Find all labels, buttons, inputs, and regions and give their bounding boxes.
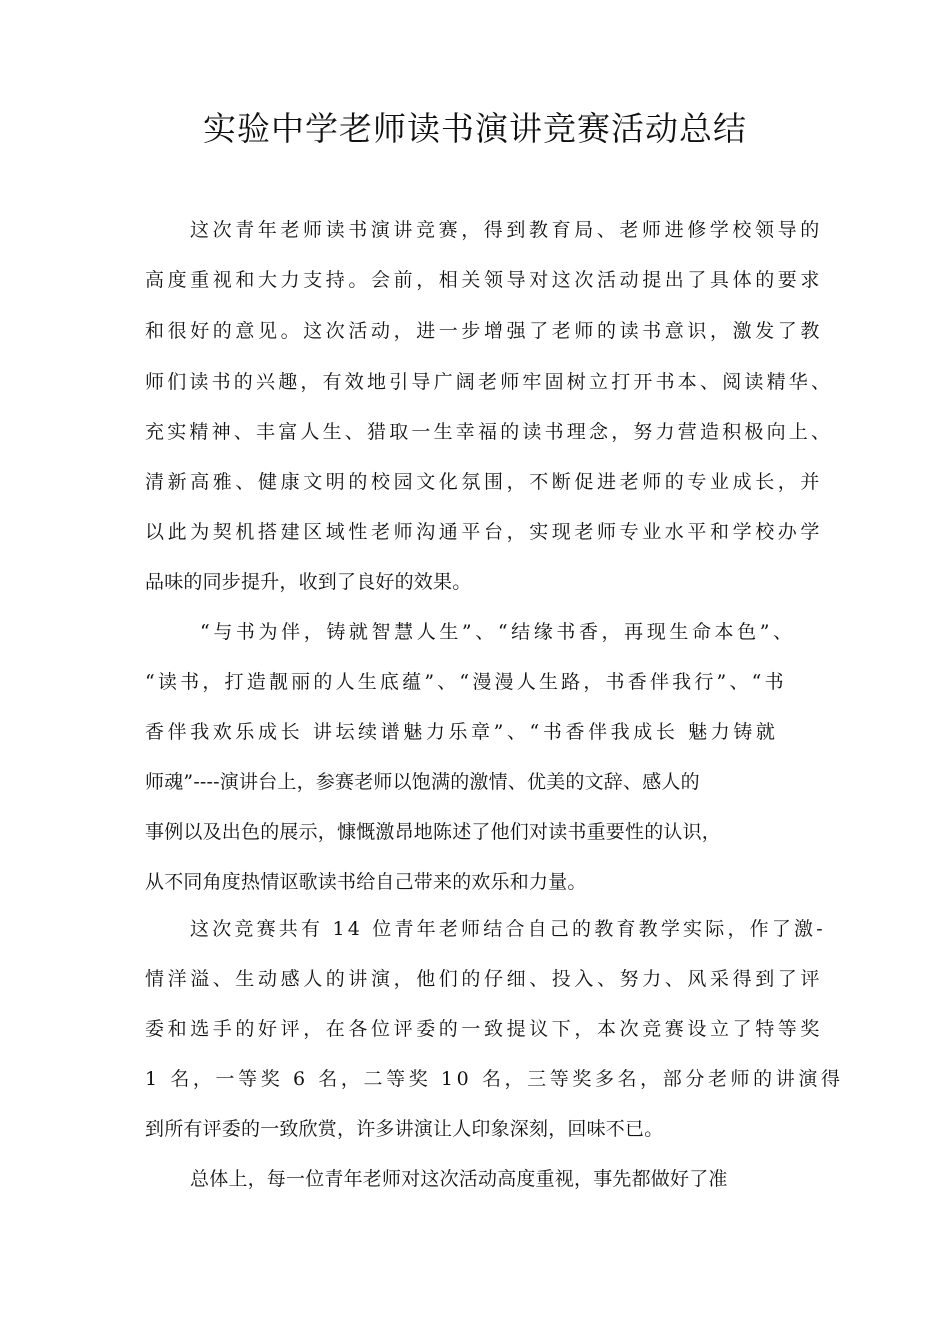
paragraph-2-line-2: “读书，打造靓丽的人生底蕴”、“漫漫人生路，书香伴我行”、“书 [145, 671, 787, 693]
paragraph-2-line-6: 从不同角度热情讴歌读书给自己带来的欢乐和力量。 [145, 871, 587, 893]
paragraph-3-line-5: 到所有评委的一致欣赏，许多讲演让人印象深刻，回味不已。 [145, 1118, 664, 1140]
paragraph-1-line-4: 师们读书的兴趣，有效地引导广阔老师牢固树立打开书本、阅读精华、 [145, 371, 834, 393]
paragraph-1-line-6: 清新高雅、健康文明的校园文化氛围，不断促进老师的专业成长，并 [145, 471, 824, 493]
document-title: 实验中学老师读书演讲竞赛活动总结 [203, 109, 747, 148]
paragraph-1-line-1: 这次青年老师读书演讲竞赛，得到教育局、老师进修学校领导的 [190, 219, 823, 241]
paragraph-3-line-4: 1 名，一等奖 6 名，二等奖 10 名，三等奖多名，部分老师的讲演得 [145, 1068, 844, 1090]
paragraph-3-line-1: 这次竞赛共有 14 位青年老师结合自己的教育教学实际，作了激- [190, 918, 826, 940]
paragraph-1-line-7: 以此为契机搭建区域性老师沟通平台，实现老师专业水平和学校办学 [145, 521, 824, 543]
paragraph-1-line-8: 品味的同步提升，收到了良好的效果。 [145, 571, 472, 593]
paragraph-3-line-3: 委和选手的好评，在各位评委的一致提议下，本次竞赛设立了特等奖 [145, 1018, 824, 1040]
paragraph-4-line-1: 总体上，每一位青年老师对这次活动高度重视，事先都做好了准 [190, 1168, 728, 1190]
paragraph-2-line-1: “与书为伴，铸就智慧人生”、“结缘书香，再现生命本色”、 [200, 621, 796, 643]
paragraph-2-line-3: 香伴我欢乐成长 讲坛续谱魅力乐章”、“书香伴我成长 魅力铸就 [145, 721, 779, 743]
paragraph-3-line-2: 情洋溢、生动感人的讲演，他们的仔细、投入、努力、风采得到了评 [145, 968, 824, 990]
paragraph-1-line-3: 和很好的意见。这次活动，进一步增强了老师的读书意识，激发了教 [145, 320, 824, 342]
paragraph-1-line-2: 高度重视和大力支持。会前，相关领导对这次活动提出了具体的要求 [145, 269, 824, 291]
paragraph-2-line-4: 师魂”----演讲台上，参赛老师以饱满的激情、优美的文辞、感人的 [145, 771, 700, 793]
paragraph-2-line-5: 事例以及出色的展示，慷慨激昂地陈述了他们对读书重要性的认识， [145, 821, 722, 843]
paragraph-1-line-5: 充实精神、丰富人生、猎取一生幸福的读书理念，努力营造积极向上、 [145, 421, 834, 443]
